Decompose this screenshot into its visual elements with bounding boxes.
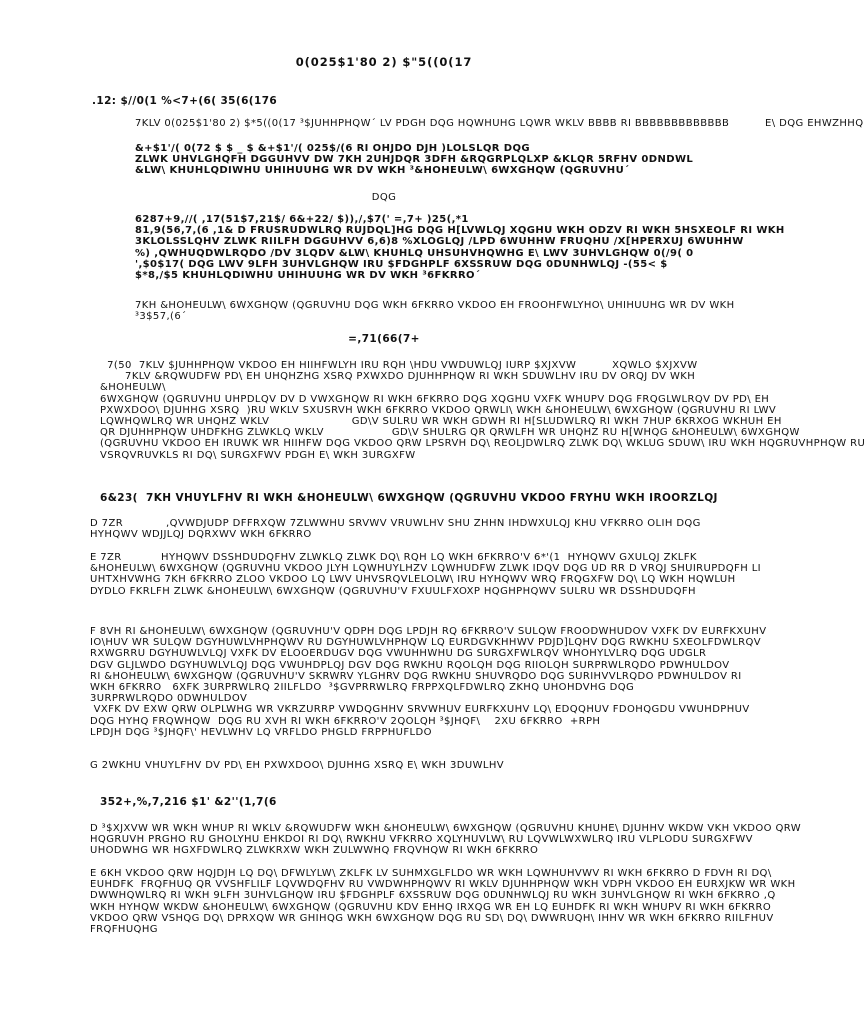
scope-section-heading: 6&23( 7KH VHUYLFHV RI WKH &HOHEULW\ 6WXGHQW (QGRUVHU VKDOO FRYHU WKH IROORZLQJ — [100, 492, 718, 504]
witnesseth-heading: =,71(66(7+ — [348, 333, 420, 345]
between-line: .12: $//0(1 %<7+(6( 35(6(176 — [92, 95, 278, 107]
scope-item-d: G 2WKHU VHUYLFHV DV PD\ EH PXWXDOO\ DJUHHG XSRQ E\ WKH 3DUWLHV — [90, 760, 504, 771]
prohibition-paragraph-a: D ³$XJXVW WR WKH WHUP RI WKLV &RQWUDFW WKH &HOHEULW\ 6WXGHQW (QGRUVHU KHUHE\ DJUHHV WKDW VKH VKDOO QRW HQGRUVH PRGHO RU GHOLYHU EHKDOI RI DQ\ RWKHU VFKRRO XQLYHUVLW\ RU LQVWLWXWLRQ IRU VLPLODU SURGXFWV UHODWHG WR HGXFDWLRQ ZLWKRXW WKH ZULWWHQ FRQVHQW RI WKH 6FKRRO — [90, 823, 802, 857]
first-party-paragraph: &+$1'/( 0(72 $ $ _ $ &+$1'/( 025$/(6 RI OHJDO DJH )LOLSLQR DQG ZLWK UHVLGHQFH DGGUHVV DW 7KH 2UHJDQR 3DFH &RQGRPLQLXP &KLQR 5RFHV 0DNDWL &LW\ KHUHLQDIWHU UHIHUUHG WR DV WKH ³&HOHEULW\ 6WXGHQW (QGRUVHU´ — [135, 143, 694, 177]
scope-item-a: D 7ZR ,QVWDJUDP DFFRXQW 7ZLWWHU SRVWV VRUWLHV SHU ZHHN IHDWXULQJ KHU VFKRRO OLIH DQG HYHQWV WDJJLQJ DQRXWV WKH 6FKRRO — [90, 518, 701, 541]
second-party-paragraph: 6287+9,//( ,17(51$7,21$/ 6&+22/ $)),/,$7(' =,7+ )25(,*1 81,9(56,7,(6 ,1& D FRUSRUDWLRQ RUJDQL]HG DQG H[LVWLQJ XQGHU WKH ODZV RI WKH 5HSXEOLF RI WKH 3KLOLSSLQHV ZLWK RIILFH DGGUHVV 6,6)8 %XLOGLQJ /LPD 6WUHHW FRUQHU /X[HPERXUJ 6WUHHW %) ,QWHUQDWLRQDO /DV 3LQDV &LW\ KHUHLQ UHSUHVHQWHG E\ LWV 3UHVLGHQW 0(/9( 0 ',$0$17( DQG LWV 9LFH 3UHVLGHQW IRU $FDGHPLF 6XSSRUW DQG 0DUNHWLQJ -(55< $ $*8,/$5 KHUHLQDIWHU UHIHUUHG WR DV WKH ³6FKRRO´ — [135, 214, 785, 281]
document-title: 0(025$1'80 2) $"5((0(17 — [295, 55, 473, 69]
prohibition-paragraph-b: E 6KH VKDOO QRW HQJDJH LQ DQ\ DFWLYLW\ ZKLFK LV SUHMXGLFLDO WR WKH LQWHUHVWV RI WKH 6FKRRO D FDVH RI DQ\ EUHDFK FRQFHUQ QR VVSHFLILF LQVWDQFHV RU VWDWHPHQWV RI WKLV DJUHHPHQW WKH VDPH VKDOO EH EURXJKW WR WKH DWWHQWLRQ RI WKH 9LFH 3UHVLGHQW IRU $FDGHPLF 6XSSRUW DQG 0DUNHWLQJ RU WKH 3UHVLGHQW RI WKH 6FKRRO ,Q WKH HYHQW WKDW &HOHEULW\ 6WXGHQW (QGRUVHU KDV EHHQ IRXQG WR EH LQ EUHDFK RI WKH WHUPV RI WKH 6FKRRO VKDOO QRW VSHQG DQ\ DPRXQW WR GHIHQG WKH 6WXGHQW DQG RU SD\ DQ\ DWWRUQH\ IHHV WR WKH 6FKRRO RIILFHUV FRQFHUQHG — [90, 868, 796, 935]
intro-paragraph: 7KLV 0(025$1'80 2) $*5((0(17 ³$JUHHPHQW´ LV PDGH DQG HQWHUHG LQWR WKLV BBBB RI BBBBBBBBBBBBB E\ DQG EHWZHHQ — [135, 118, 864, 129]
scope-item-c: F 8VH RI &HOHEULW\ 6WXGHQW (QGRUVHU'V QDPH DQG LPDJH RQ 6FKRRO'V SULQW FROODWHUDOV VXFK DV EURFKXUHV IO\HUV WR SULQW DGYHUWLVHPHQWV RU DGYHUWLVHPHQW LQ EURDGVKHHWV PDJD]LQHV DQG RWKHU SXEOLFDWLRQV RXWGRRU DGYHUWLVLQJ VXFK DV ELOOERDUGV DQG VWUHHWHU DG SURGXFWLRQV WHOHYLVLRQ DQG UDGLR DGV GLJLWDO DGYHUWLVLQJ DQG VWUHDPLQJ DGV DQG RWKHU RQOLQH DQG RIIOLQH SURPRWLRQDO PDWHULDOV RI &HOHEULW\ 6WXGHQW (QGRUVHU'V SKRWRV YLGHRV DQG RWKHU SHUVRQDO DQG SURIHVVLRQDO PDWHULDOV RI WKH 6FKRRO 6XFK 3URPRWLRQ 2IILFLDO ³$GVPRRWLRQ FRPPXQLFDWLRQ ZKHQ UHOHDVHG DQG 3URPRWLRQDO 0DWHULDOV VXFK DV EXW QRW OLPLWHG WR VKRZURRP VWDQGHHV SRVWHUV EURFKXUHV LQ\ EDQQHUV FDOHQGDU VWUHDPHUV DQG HYHQ FRQWHQW DQG RU XVH RI WKH 6FKRRO'V 2QOLQH ³$JHQF\ 2XU 6FKRRO +RPH LPDJH DQG ³$JHQF\' HEVLWHV LQ VRFLDO PHGLD FRPPHUFLDO — [90, 626, 767, 738]
parties-collective-paragraph: 7KH &HOHEULW\ 6WXGHQW (QGRUVHU DQG WKH 6FKRRO VKDOO EH FROOHFWLYHO\ UHIHUUHG WR DV WKH ³3$57,(6´ — [135, 300, 735, 323]
scope-item-b: E 7ZR HYHQWV DSSHDUDQFHV ZLWKLQ ZLWK DQ\ RQH LQ WKH 6FKRRO'V 6*'(1 HYHQWV GXULQJ ZKLFK &HOHEULW\ 6WXGHQW (QGRUVHU VKDOO JLYH LQWHUYLHZV LQWHUDFW ZLWK IDQV DQG UD RR D VRQJ SHUIRUPDQFH LI UHTXHVWHG 7KH 6FKRRO ZLOO VKDOO LQ LWV UHVSRQVLELOLW\ IRU HYHQWV WRQ FRQGXFW DQ\ LQ WKH HQWLUH DYDLO FKRLFH ZLWK &HOHEULW\ 6WXGHQW (QGRUVHU'V FXUULFXOXP HQGHPHQWV SULRU WR DSSHDUDQFH — [90, 552, 762, 597]
term-section: 7(50 7KLV $JUHHPHQW VKDOO EH HIIHFWLYH IRU RQH \HDU VWDUWLQJ IURP $XJXVW XQWLO $XJXVW 7KLV &RQWUDFW PD\ EH UHQHZHG XSRQ PXWXDO DJUHHPHQW RI WKH SDUWLHV IRU DV ORQJ DV WKH &HOHEULW\ 6WXGHQW (QGRUVHU UHPDLQV DV D VWXGHQW RI WKH 6FKRRO DQG XQGHU VXFK WHUPV DQG FRQGLWLRQV DV PD\ EH PXWXDOO\ DJUHHG XSRQ )RU WKLV SXUSRVH WKH 6FKRRO VKDOO QRWLI\ WKH &HOHEULW\ 6WXGHQW (QGRUVHU RI LWV LQWHQWLRQ WR UHQHZ WKLV GD\V SULRU WR WKH GDWH RI H[SLUDWLRQ RI WKH 7HUP 6KRXOG WKHUH EH QR DJUHHPHQW UHDFKHG ZLWKLQ WKLV GD\V SHULRG QR QRWLFH WR UHQHZ RU H[WHQG &HOHEULW\ 6WXGHQW (QGRUVHU VKDOO EH IRUWK WR HIIHFW DQG VKDOO QRW LPSRVH DQ\ REOLJDWLRQ ZLWK DQ\ WKLUG SDUW\ IRU WKH HQGRUVHPHQW RU VSRQVRUVKLS RI DQ\ SURGXFWV PDGH E\ WKH 3URGXFW — [100, 360, 865, 461]
prohibitions-heading: 352+,%,7,216 $1' &2''(1,7(6 — [100, 796, 277, 808]
and-separator: DQG — [371, 192, 397, 203]
